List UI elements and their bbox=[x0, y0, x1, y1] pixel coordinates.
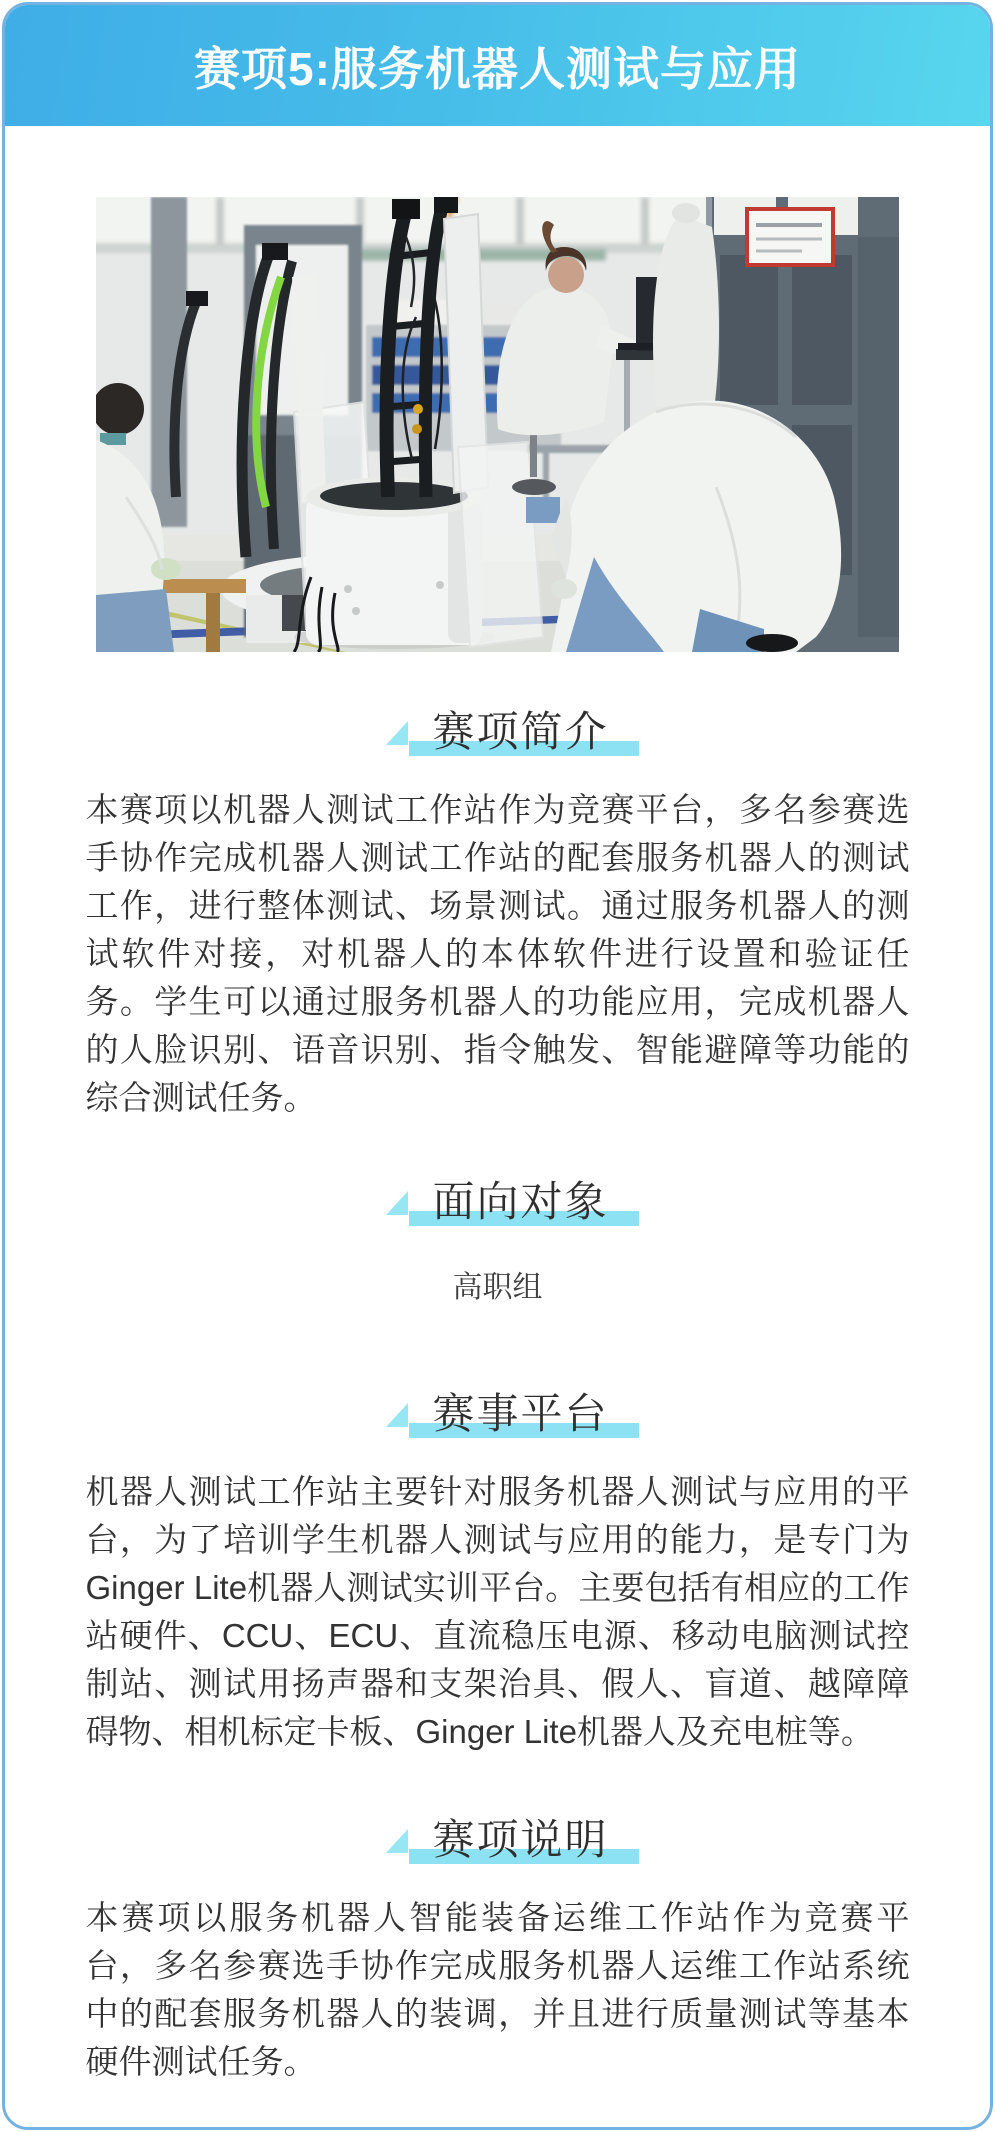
page-header bbox=[5, 5, 990, 126]
section-description-title: 赛项说明 bbox=[432, 1810, 608, 1870]
section-platform-paragraph: 机器人测试工作站主要针对服务机器人测试与应用的平台，为了培训学生机器人测试与应用的能力，是专门为Ginger Lite机器人测试实训平台。主要包括有相应的工作站硬件、CCU、ECU、直流稳压电源、移动电脑测试控制站、测试用扬声器和支架治具、假人、盲道、越障障碍物、相机标定卡板、Ginger Lite机器人及充电桩等。 bbox=[85, 1473, 910, 1750]
triangle-bullet-icon bbox=[386, 721, 408, 745]
audience-text: 高职组 bbox=[452, 1271, 543, 1304]
triangle-bullet-icon bbox=[386, 1829, 408, 1853]
factory-photo bbox=[96, 197, 899, 652]
factory-photo-illustration bbox=[96, 197, 899, 652]
section-audience-heading bbox=[5, 1172, 990, 1232]
section-intro-title: 赛项简介 bbox=[432, 702, 608, 762]
triangle-bullet-icon bbox=[386, 1403, 408, 1427]
section-description bbox=[5, 1810, 990, 2086]
section-audience-title: 面向对象 bbox=[432, 1172, 608, 1232]
page-card bbox=[2, 2, 993, 2130]
section-description-heading bbox=[5, 1810, 990, 1870]
section-audience bbox=[5, 1172, 990, 1308]
section-intro-paragraph: 本赛项以机器人测试工作站作为竞赛平台，多名参赛选手协作完成机器人测试工作站的配套服务机器人的测试工作，进行整体测试、场景测试。通过服务机器人的测试软件对接，对机器人的本体软件进行设置和验证任务。学生可以通过服务机器人的功能应用，完成机器人的人脸识别、语音识别、指令触发、智能避障等功能的综合测试任务。 bbox=[85, 791, 910, 1116]
section-platform-heading bbox=[5, 1384, 990, 1444]
section-platform bbox=[5, 1384, 990, 1756]
page-title: 赛项5:服务机器人测试与应用 bbox=[194, 42, 801, 95]
section-intro bbox=[5, 702, 990, 1122]
section-intro-heading bbox=[5, 702, 990, 762]
section-platform-title: 赛事平台 bbox=[432, 1384, 608, 1444]
triangle-bullet-icon bbox=[386, 1191, 408, 1215]
section-description-paragraph: 本赛项以服务机器人智能装备运维工作站作为竞赛平台，多名参赛选手协作完成服务机器人运维工作站系统中的配套服务机器人的装调，并且进行质量测试等基本硬件测试任务。 bbox=[85, 1899, 910, 2080]
